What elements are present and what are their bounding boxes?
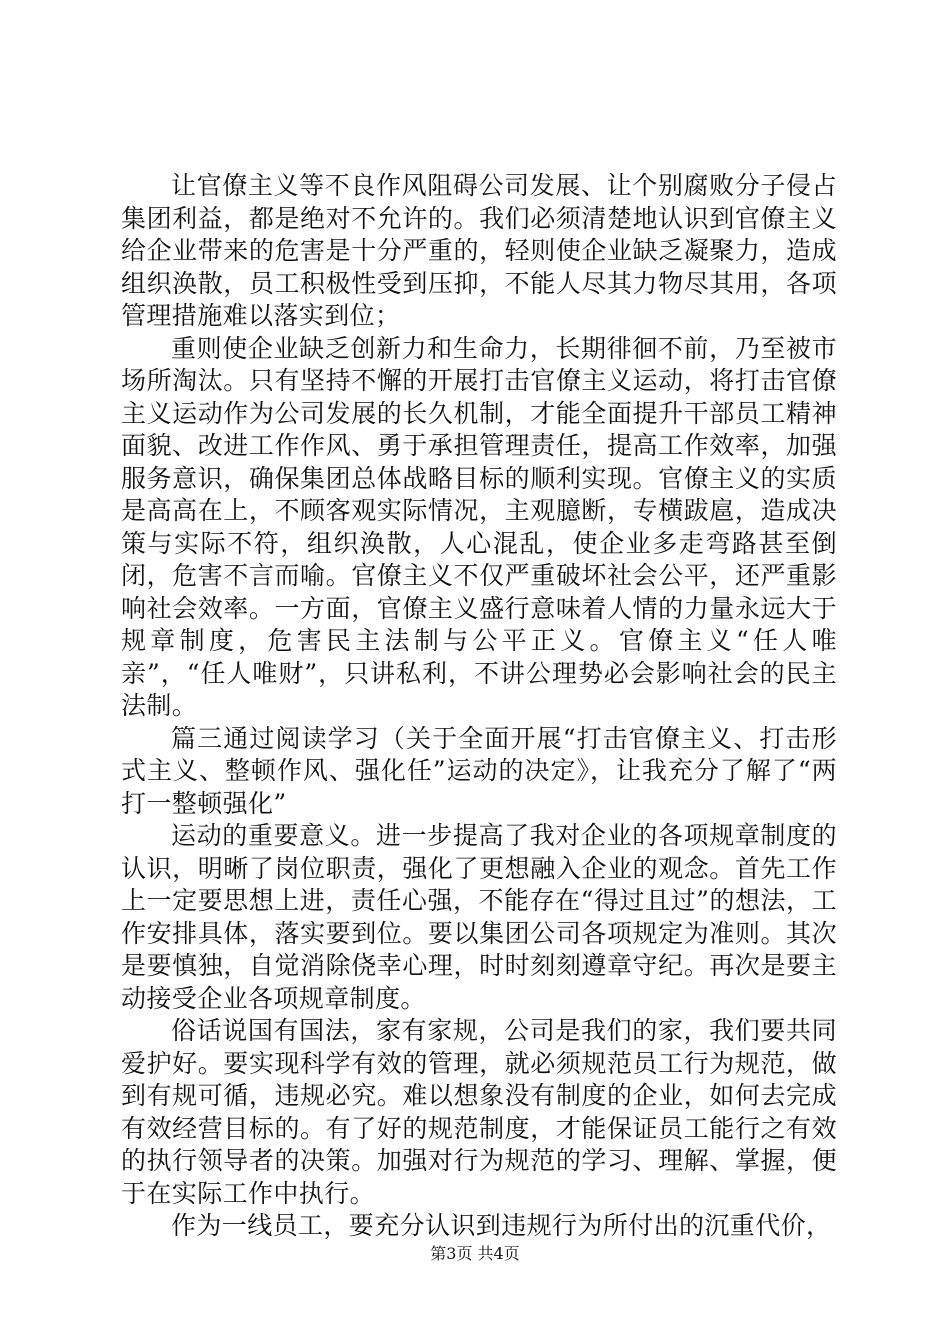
paragraph-6: 作为一线员工，要充分认识到违规行为所付出的沉重代价， (171, 1211, 832, 1240)
paragraph-1: 让官僚主义等不良作风阻碍公司发展、让个别腐败分子侵占集团利益，都是绝对不允许的。我们必须清楚地认识到官僚主义给企业带来的危害是十分严重的，轻则使企业缺乏凝聚力，造成组织涣散，员工积极性受到压抑，不能人尽其力物尽其用，各项管理措施难以落实到位； (121, 171, 837, 330)
paragraph-5: 俗话说国有国法，家有家规，公司是我们的家，我们要共同爱护好。要实现科学有效的管理，就必须规范员工行为规范，做到有规可循，违规必究。难以想象没有制度的企业，如何去完成有效经营目标的。有了好的规范制度，才能保证员工能行之有效的执行领导者的决策。加强对行为规范的学习、理解、掌握，便于在实际工作中执行。 (121, 1016, 837, 1208)
paragraph-2: 重则使企业缺乏创新力和生命力，长期徘徊不前，乃至被市场所淘汰。只有坚持不懈的开展打击官僚主义运动，将打击官僚主义运动作为公司发展的长久机制，才能全面提升干部员工精神面貌、改进工作作风、勇于承担管理责任，提高工作效率，加强服务意识，确保集团总体战略目标的顺利实现。官僚主义的实质是高高在上，不顾客观实际情况，主观臆断，专横跋扈，造成决策与实际不符，组织涣散，人心混乱，使企业多走弯路甚至倒闭，危害不言而喻。官僚主义不仅严重破坏社会公平，还严重影响社会效率。一方面，官僚主义盛行意味着人情的力量永远大于规章制度，危害民主法制与公平正义。官僚主义“任人唯亲”，“任人唯财”，只讲私利，不讲公理势必会影响社会的民主法制。 (121, 333, 837, 720)
paragraph-4: 运动的重要意义。进一步提高了我对企业的各项规章制度的认识，明晰了岗位职责，强化了更想融入企业的观念。首先工作上一定要思想上进，责任心强，不能存在“得过且过”的想法，工作安排具体，落实要到位。要以集团公司各项规定为准则。其次是要慎独，自觉消除侥幸心理，时时刻刻遵章守纪。再次是要主动接受企业各项规章制度。 (121, 821, 837, 1013)
paragraph-3: 篇三通过阅读学习（关于全面开展“打击官僚主义、打击形式主义、整顿作风、强化任”运动的决定》，让我充分了解了“两打一整顿强化” (121, 723, 837, 818)
document-body (121, 170, 837, 1243)
page-footer: 第3页 共4页 (430, 1244, 520, 1263)
